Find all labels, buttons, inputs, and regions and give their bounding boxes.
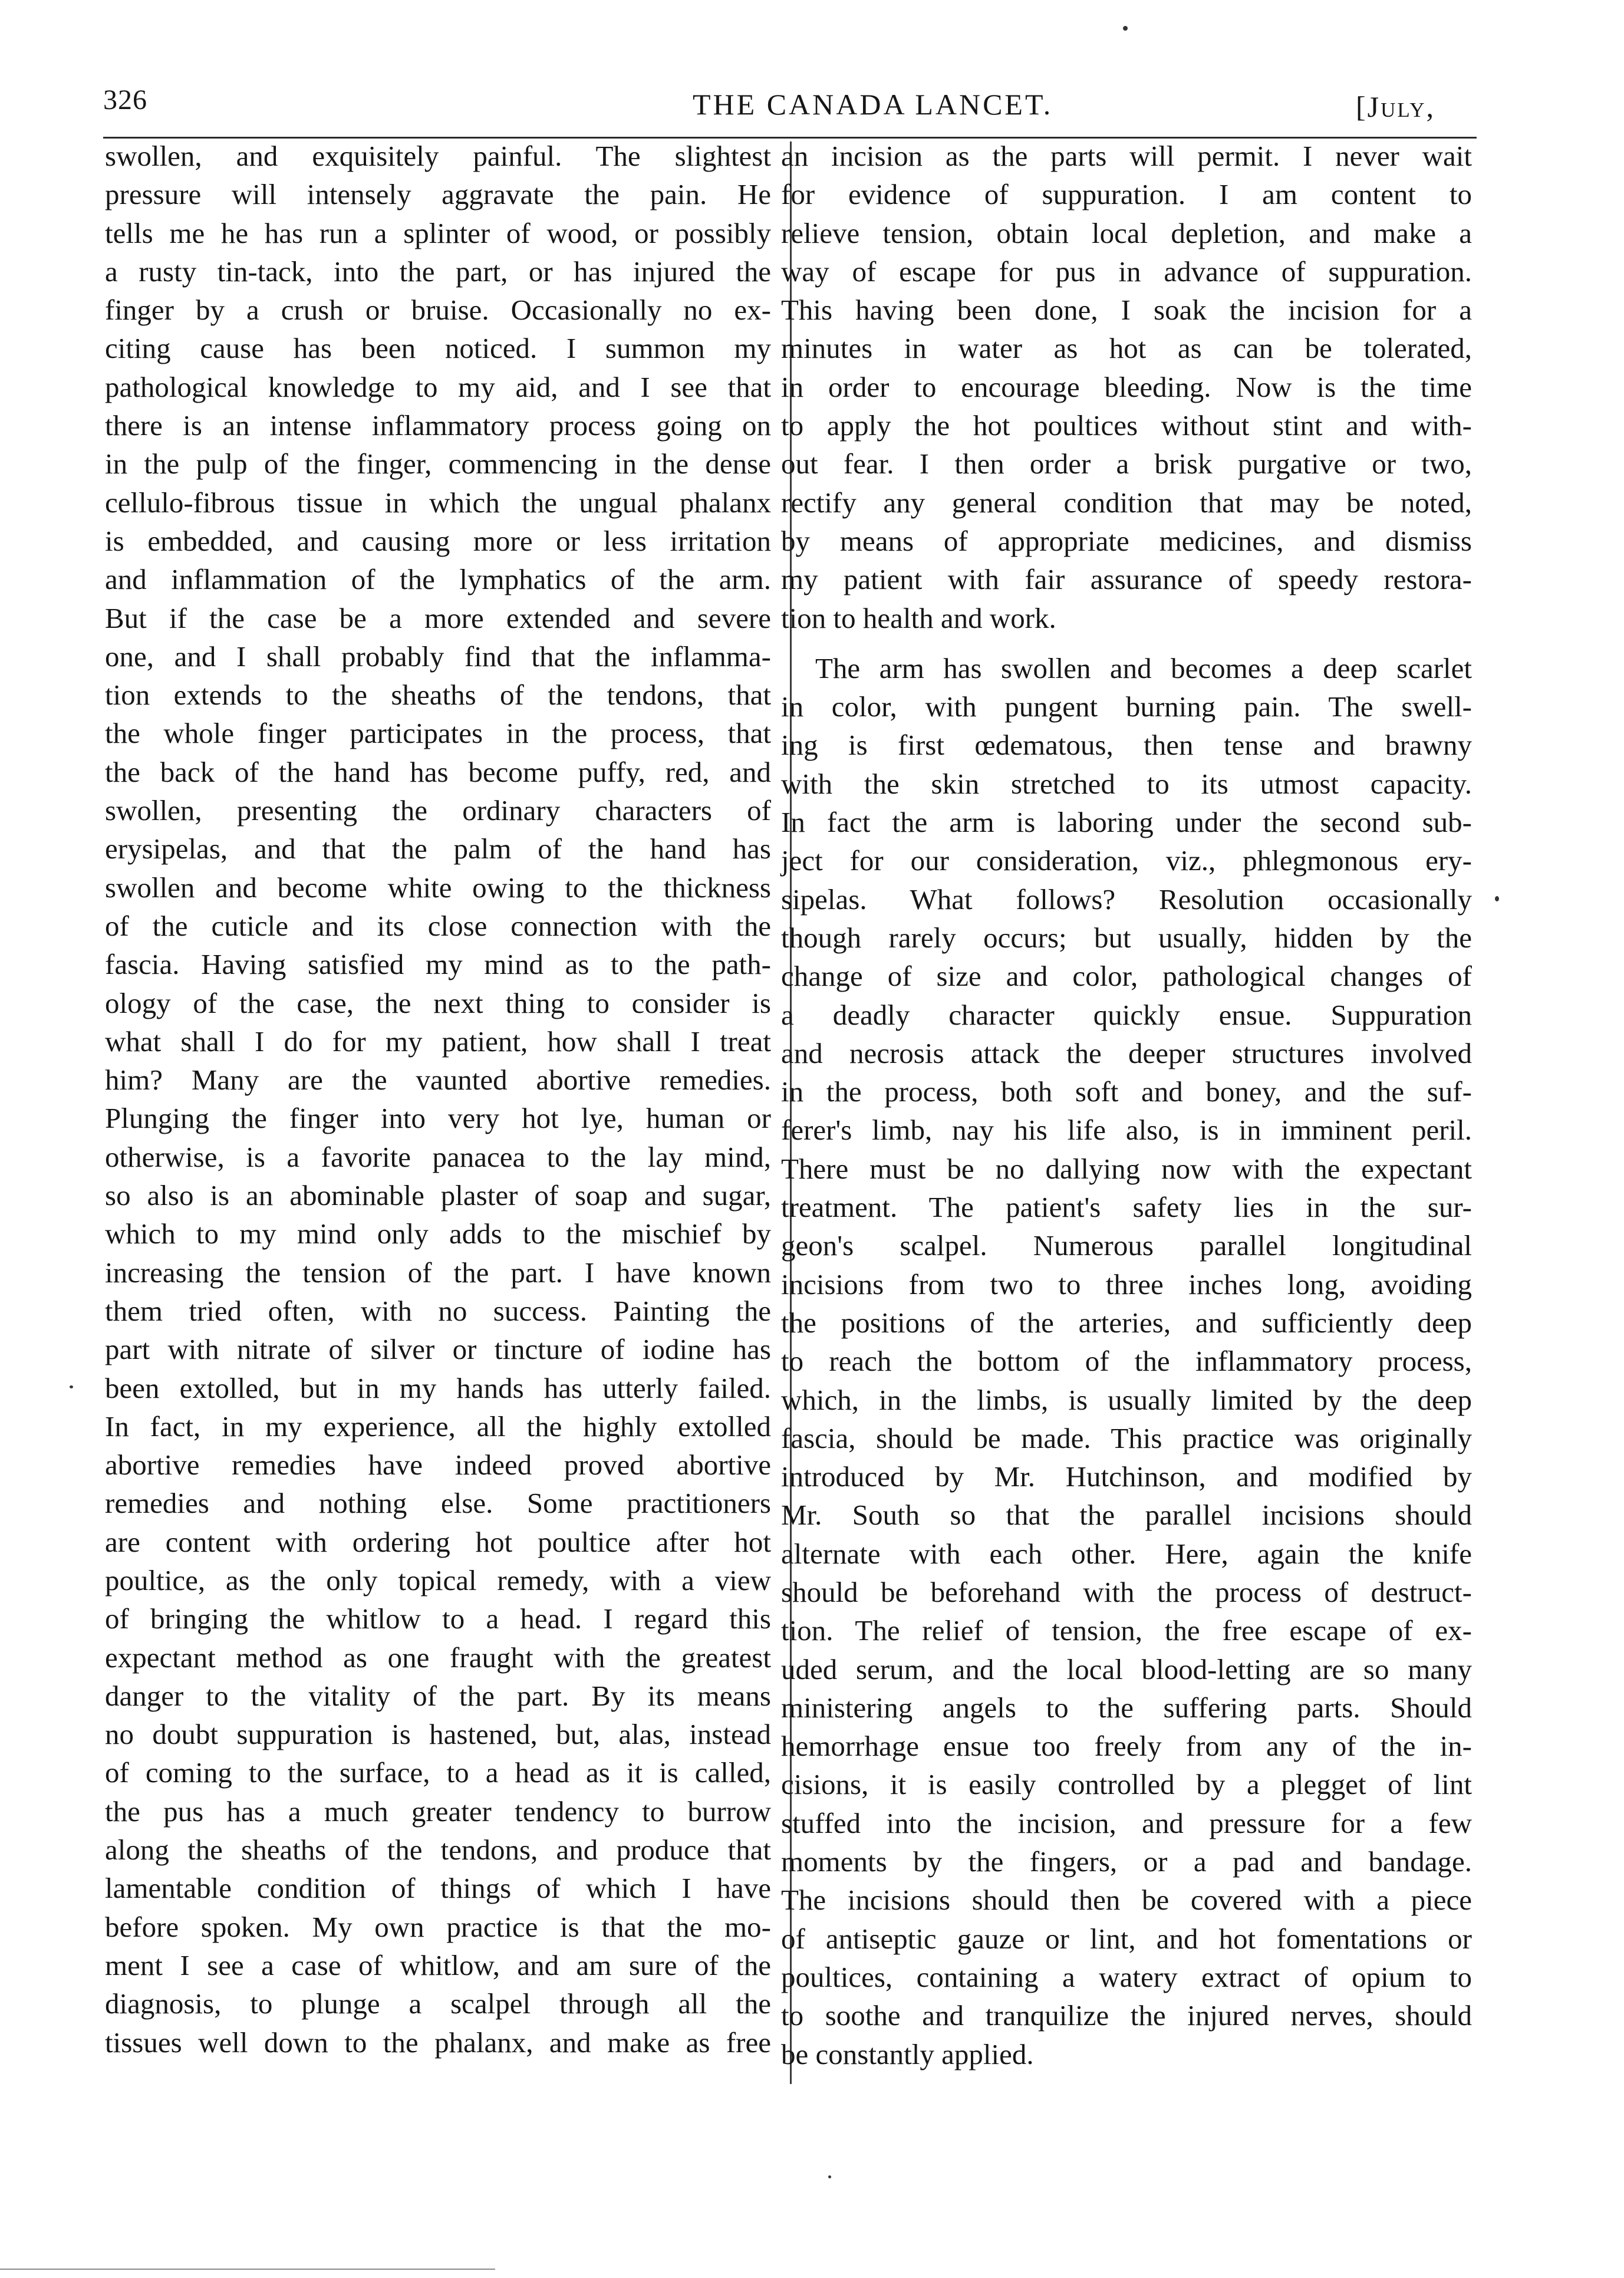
text-line: there is an intense inflammatory process going on (105, 409, 771, 442)
text-line: of coming to the surface, to a head as it is called, (105, 1756, 771, 1789)
text-line: the pus has a much greater tendency to burrow (105, 1795, 771, 1828)
text-line: them tried often, with no success. Painting the (105, 1294, 771, 1327)
text-line: hemorrhage ensue too freely from any of the in- (781, 1730, 1472, 1763)
text-line: which to my mind only adds to the mischief by (105, 1217, 771, 1250)
text-line: minutes in water as hot as can be tolerated, (781, 332, 1472, 365)
text-line: of antiseptic gauze or lint, and hot fomentations or (781, 1922, 1472, 1955)
text-line: abortive remedies have indeed proved abortive (105, 1449, 771, 1482)
text-line: ministering angels to the suffering parts. Should (781, 1691, 1472, 1724)
text-line: to reach the bottom of the inflammatory process, (781, 1345, 1472, 1378)
text-line: an incision as the parts will permit. I never wait (781, 140, 1472, 172)
text-line: to soothe and tranquilize the injured nerves, should (781, 1999, 1472, 2032)
text-line: tion extends to the sheaths of the tendons, that (105, 679, 771, 712)
text-line: what shall I do for my patient, how shall I treat (105, 1025, 771, 1058)
text-line: remedies and nothing else. Some practitioners (105, 1487, 771, 1520)
text-line: and necrosis attack the deeper structures involved (781, 1036, 1472, 1069)
text-line: though rarely occurs; but usually, hidden by the (781, 921, 1472, 954)
page-edge-rule (0, 2269, 495, 2270)
text-line: In fact, in my experience, all the highly extolled (105, 1410, 771, 1443)
text-line: stuffed into the incision, and pressure for a few (781, 1806, 1472, 1839)
journal-title: THE CANADA LANCET. (693, 88, 1053, 121)
text-line: ment I see a case of whitlow, and am sure of the (105, 1948, 771, 1981)
text-line: tissues well down to the phalanx, and make as free (105, 2026, 771, 2059)
text-line: treatment. The patient's safety lies in the sur- (781, 1191, 1472, 1224)
text-line: introduced by Mr. Hutchinson, and modified by (781, 1460, 1472, 1493)
text-line: so also is an abominable plaster of soap and sugar, (105, 1179, 771, 1212)
paragraph-gap (781, 637, 1472, 649)
text-line: cellulo-fibrous tissue in which the ungual phalanx (105, 486, 771, 519)
text-line: a deadly character quickly ensue. Suppuration (781, 998, 1472, 1031)
text-line: my patient with fair assurance of speedy restora- (781, 563, 1472, 596)
text-line: There must be no dallying now with the expectant (781, 1152, 1472, 1185)
text-line: along the sheaths of the tendons, and produce that (105, 1833, 771, 1866)
text-line: which, in the limbs, is usually limited by the deep (781, 1383, 1472, 1416)
text-line: This having been done, I soak the incision for a (781, 294, 1472, 327)
text-line: by means of appropriate medicines, and dismiss (781, 524, 1472, 557)
right-column (781, 137, 1472, 2073)
text-line: citing cause has been noticed. I summon my (105, 332, 771, 365)
text-line: The incisions should then be covered with a piece (781, 1884, 1472, 1917)
text-line: is embedded, and causing more or less irritation (105, 524, 771, 557)
text-line: danger to the vitality of the part. By its means (105, 1679, 771, 1712)
text-line: geon's scalpel. Numerous parallel longitudinal (781, 1229, 1472, 1262)
text-line: to apply the hot poultices without stint and with- (781, 409, 1472, 442)
text-line: Mr. South so that the parallel incisions should (781, 1499, 1472, 1532)
text-line: in color, with pungent burning pain. The swell- (781, 690, 1472, 723)
text-line: for evidence of suppuration. I am content to (781, 178, 1472, 211)
text-line: tion. The relief of tension, the free escape of ex- (781, 1614, 1472, 1647)
text-line: with the skin stretched to its utmost capacity. (781, 767, 1472, 800)
text-line: The arm has swollen and becomes a deep scarlet (815, 651, 1472, 684)
text-line: otherwise, is a favorite panacea to the lay mind, (105, 1140, 771, 1173)
text-line: are content with ordering hot poultice after hot (105, 1525, 771, 1558)
issue-month: [July, (1356, 90, 1436, 123)
page-number: 326 (103, 84, 147, 116)
text-line: in order to encourage bleeding. Now is the time (781, 370, 1472, 403)
text-line: out fear. I then order a brisk purgative or two, (781, 447, 1472, 480)
text-line: swollen, presenting the ordinary characters of (105, 794, 771, 827)
text-line: swollen and become white owing to the thickness (105, 871, 771, 904)
text-line: Plunging the finger into very hot lye, human or (105, 1102, 771, 1135)
text-line: been extolled, but in my hands has utterly failed. (105, 1371, 771, 1404)
paragraph (781, 137, 1472, 637)
ink-speck (828, 2175, 831, 2178)
text-line: and inflammation of the lymphatics of the arm. (105, 563, 771, 596)
text-line: increasing the tension of the part. I have known (105, 1256, 771, 1289)
text-line: no doubt suppuration is hastened, but, alas, instead (105, 1718, 771, 1751)
left-column (105, 137, 771, 2062)
text-line: lamentable condition of things of which I have (105, 1872, 771, 1905)
text-line: pressure will intensely aggravate the pain. He (105, 178, 771, 211)
ink-speck (1123, 26, 1128, 31)
text-line: in the process, both soft and boney, and the suf- (781, 1075, 1472, 1108)
text-line: in the pulp of the finger, commencing in the dense (105, 447, 771, 480)
text-line: sipelas. What follows? Resolution occasionally (781, 883, 1472, 916)
text-line: erysipelas, and that the palm of the hand has (105, 832, 771, 865)
text-line: poultice, as the only topical remedy, with a view (105, 1563, 771, 1596)
text-line: cisions, it is easily controlled by a plegget of lint (781, 1768, 1472, 1801)
text-line: before spoken. My own practice is that the mo- (105, 1910, 771, 1943)
text-line: In fact the arm is laboring under the second sub- (781, 806, 1472, 839)
text-line: expectant method as one fraught with the greatest (105, 1641, 771, 1674)
text-line: ing is first œdematous, then tense and brawny (781, 729, 1472, 762)
text-line: part with nitrate of silver or tincture of iodine has (105, 1333, 771, 1366)
text-line: should be beforehand with the process of destruct- (781, 1575, 1472, 1608)
text-line: relieve tension, obtain local depletion, and make a (781, 216, 1472, 249)
text-line: one, and I shall probably find that the inflamma- (105, 640, 771, 673)
text-line: the whole finger participates in the process, that (105, 717, 771, 750)
text-line: of the cuticle and its close connection with the (105, 909, 771, 942)
text-line: him? Many are the vaunted abortive remedies. (105, 1064, 771, 1097)
text-line: uded serum, and the local blood-letting are so many (781, 1652, 1472, 1686)
text-line: diagnosis, to plunge a scalpel through all the (105, 1987, 771, 2020)
text-line: incisions from two to three inches long, avoiding (781, 1268, 1472, 1301)
text-line: alternate with each other. Here, again the knife (781, 1537, 1472, 1570)
ink-speck (70, 1385, 73, 1388)
text-line: ology of the case, the next thing to consider is (105, 986, 771, 1019)
text-line: a rusty tin-tack, into the part, or has injured the (105, 255, 771, 288)
text-line: the back of the hand has become puffy, red, and (105, 755, 771, 788)
text-line: swollen, and exquisitely painful. The slightest (105, 140, 771, 172)
text-line: tells me he has run a splinter of wood, or possibly (105, 216, 771, 249)
text-line: the positions of the arteries, and sufficiently deep (781, 1306, 1472, 1339)
text-line: rectify any general condition that may be noted, (781, 486, 1472, 519)
text-line: way of escape for pus in advance of suppuration. (781, 255, 1472, 288)
text-line: change of size and color, pathological changes of (781, 960, 1472, 993)
text-line: tion to health and work. (781, 601, 1056, 634)
text-line: be constantly applied. (781, 2037, 1034, 2070)
text-line: moments by the fingers, or a pad and bandage. (781, 1845, 1472, 1878)
text-line: But if the case be a more extended and severe (105, 601, 771, 634)
text-line: fascia, should be made. This practice was originally (781, 1421, 1472, 1454)
ink-speck (1495, 896, 1499, 901)
text-line: finger by a crush or bruise. Occasionally no ex- (105, 294, 771, 327)
text-line: ferer's limb, nay his life also, is in imminent peril. (781, 1114, 1472, 1147)
paragraph (781, 649, 1472, 2073)
text-line: fascia. Having satisfied my mind as to the path- (105, 948, 771, 981)
text-line: ject for our consideration, viz., phlegmonous ery- (781, 844, 1472, 877)
page-header (103, 77, 1477, 130)
text-line: of bringing the whitlow to a head. I regard this (105, 1602, 771, 1635)
text-line: poultices, containing a watery extract of opium to (781, 1960, 1472, 1993)
text-line: pathological knowledge to my aid, and I see that (105, 370, 771, 403)
